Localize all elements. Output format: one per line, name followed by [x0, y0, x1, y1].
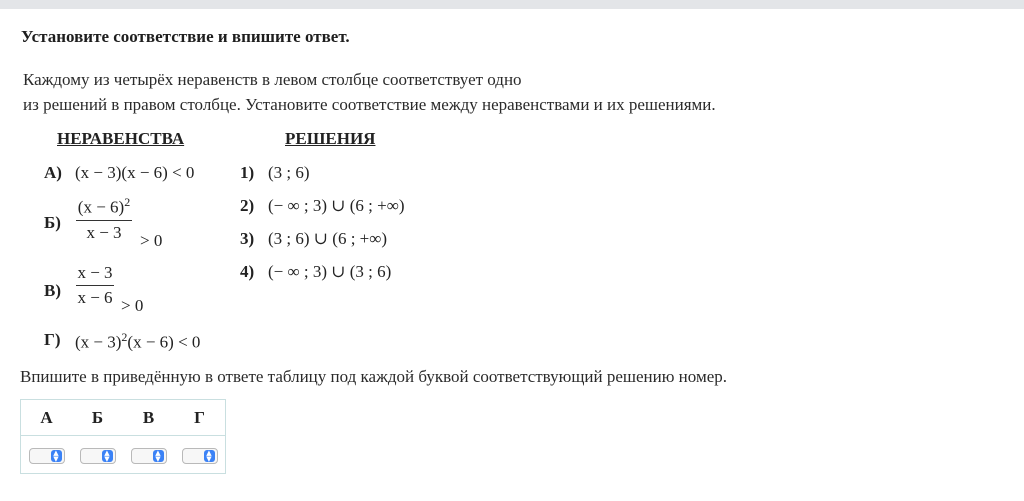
fraction-bar	[76, 220, 132, 221]
solution-4-number: 4)	[240, 262, 255, 281]
answer-column-a: А	[21, 400, 73, 436]
header-solutions: РЕШЕНИЯ	[285, 129, 376, 148]
answer-table-header	[21, 400, 226, 436]
answer-select-v[interactable]	[131, 448, 167, 464]
chevron-up-down-icon: ▲ ▼	[153, 450, 164, 462]
inequality-a-label: А)	[44, 163, 62, 182]
inequality-v-numerator: x − 3	[77, 263, 113, 282]
task-title: Установите соответствие и впишите ответ.	[21, 27, 350, 46]
chevron-up-down-icon: ▲ ▼	[102, 450, 113, 462]
solution-1-text: (3 ; 6)	[268, 163, 310, 182]
answer-cell-v	[123, 436, 174, 474]
inequality-b-fraction	[76, 195, 132, 243]
answer-column-g: Г	[174, 400, 226, 436]
solution-2-number: 2)	[240, 196, 255, 215]
inequality-b-numerator: $(x - 6)^2$	[77, 195, 131, 217]
solution-3-text: (3 ; 6) ∪ (6 ; +∞)	[268, 229, 388, 248]
inequality-v-label: В)	[44, 281, 61, 300]
header-inequalities: НЕРАВЕНСТВА	[57, 129, 185, 148]
inequality-v-sign: > 0	[121, 296, 144, 315]
answer-select-a[interactable]	[29, 448, 65, 464]
answer-select-g[interactable]	[182, 448, 218, 464]
inequality-b-exponent: 2	[124, 195, 131, 209]
solution-2-text: (− ∞ ; 3) ∪ (6 ; +∞)	[268, 196, 405, 215]
inequality-g-expr: $(x - 3)^2(x - 6) < 0$	[75, 330, 201, 352]
answer-cell-g	[174, 436, 226, 474]
solution-1-number: 1)	[240, 163, 255, 182]
answer-cell-a	[21, 436, 73, 474]
answer-table	[20, 399, 226, 474]
solution-4-text: (− ∞ ; 3) ∪ (3 ; 6)	[268, 262, 392, 281]
answer-table-inputs	[21, 436, 226, 474]
inequality-b-denominator: x − 3	[86, 222, 122, 242]
top-bar	[0, 0, 1024, 9]
fraction-bar	[76, 285, 114, 286]
inequality-v-fraction	[76, 263, 114, 308]
inequality-v-denominator: x − 6	[77, 288, 113, 307]
answer-column-v: В	[123, 400, 174, 436]
inequality-b-label: Б)	[44, 213, 61, 232]
answer-select-b[interactable]	[80, 448, 116, 464]
answer-cell-b	[72, 436, 123, 474]
instruction-text: Впишите в приведённую в ответе таблицу под каждой буквой соответствующий решению номер.	[20, 367, 728, 386]
chevron-up-down-icon: ▲ ▼	[204, 450, 215, 462]
inequality-a-expr: (x − 3)(x − 6) < 0	[75, 163, 195, 182]
inequality-b-sign: > 0	[140, 231, 163, 250]
solution-3-number: 3)	[240, 229, 255, 248]
inequality-g-exponent: 2	[121, 330, 128, 344]
inequality-g-label: Г)	[44, 330, 61, 349]
intro-line-1: Каждому из четырёх неравенств в левом столбце соответствует одно	[23, 70, 522, 89]
intro-line-2: из решений в правом столбце. Установите соответствие между неравенствами и их решениями.	[23, 95, 716, 114]
answer-column-b: Б	[72, 400, 123, 436]
chevron-up-down-icon: ▲ ▼	[51, 450, 62, 462]
